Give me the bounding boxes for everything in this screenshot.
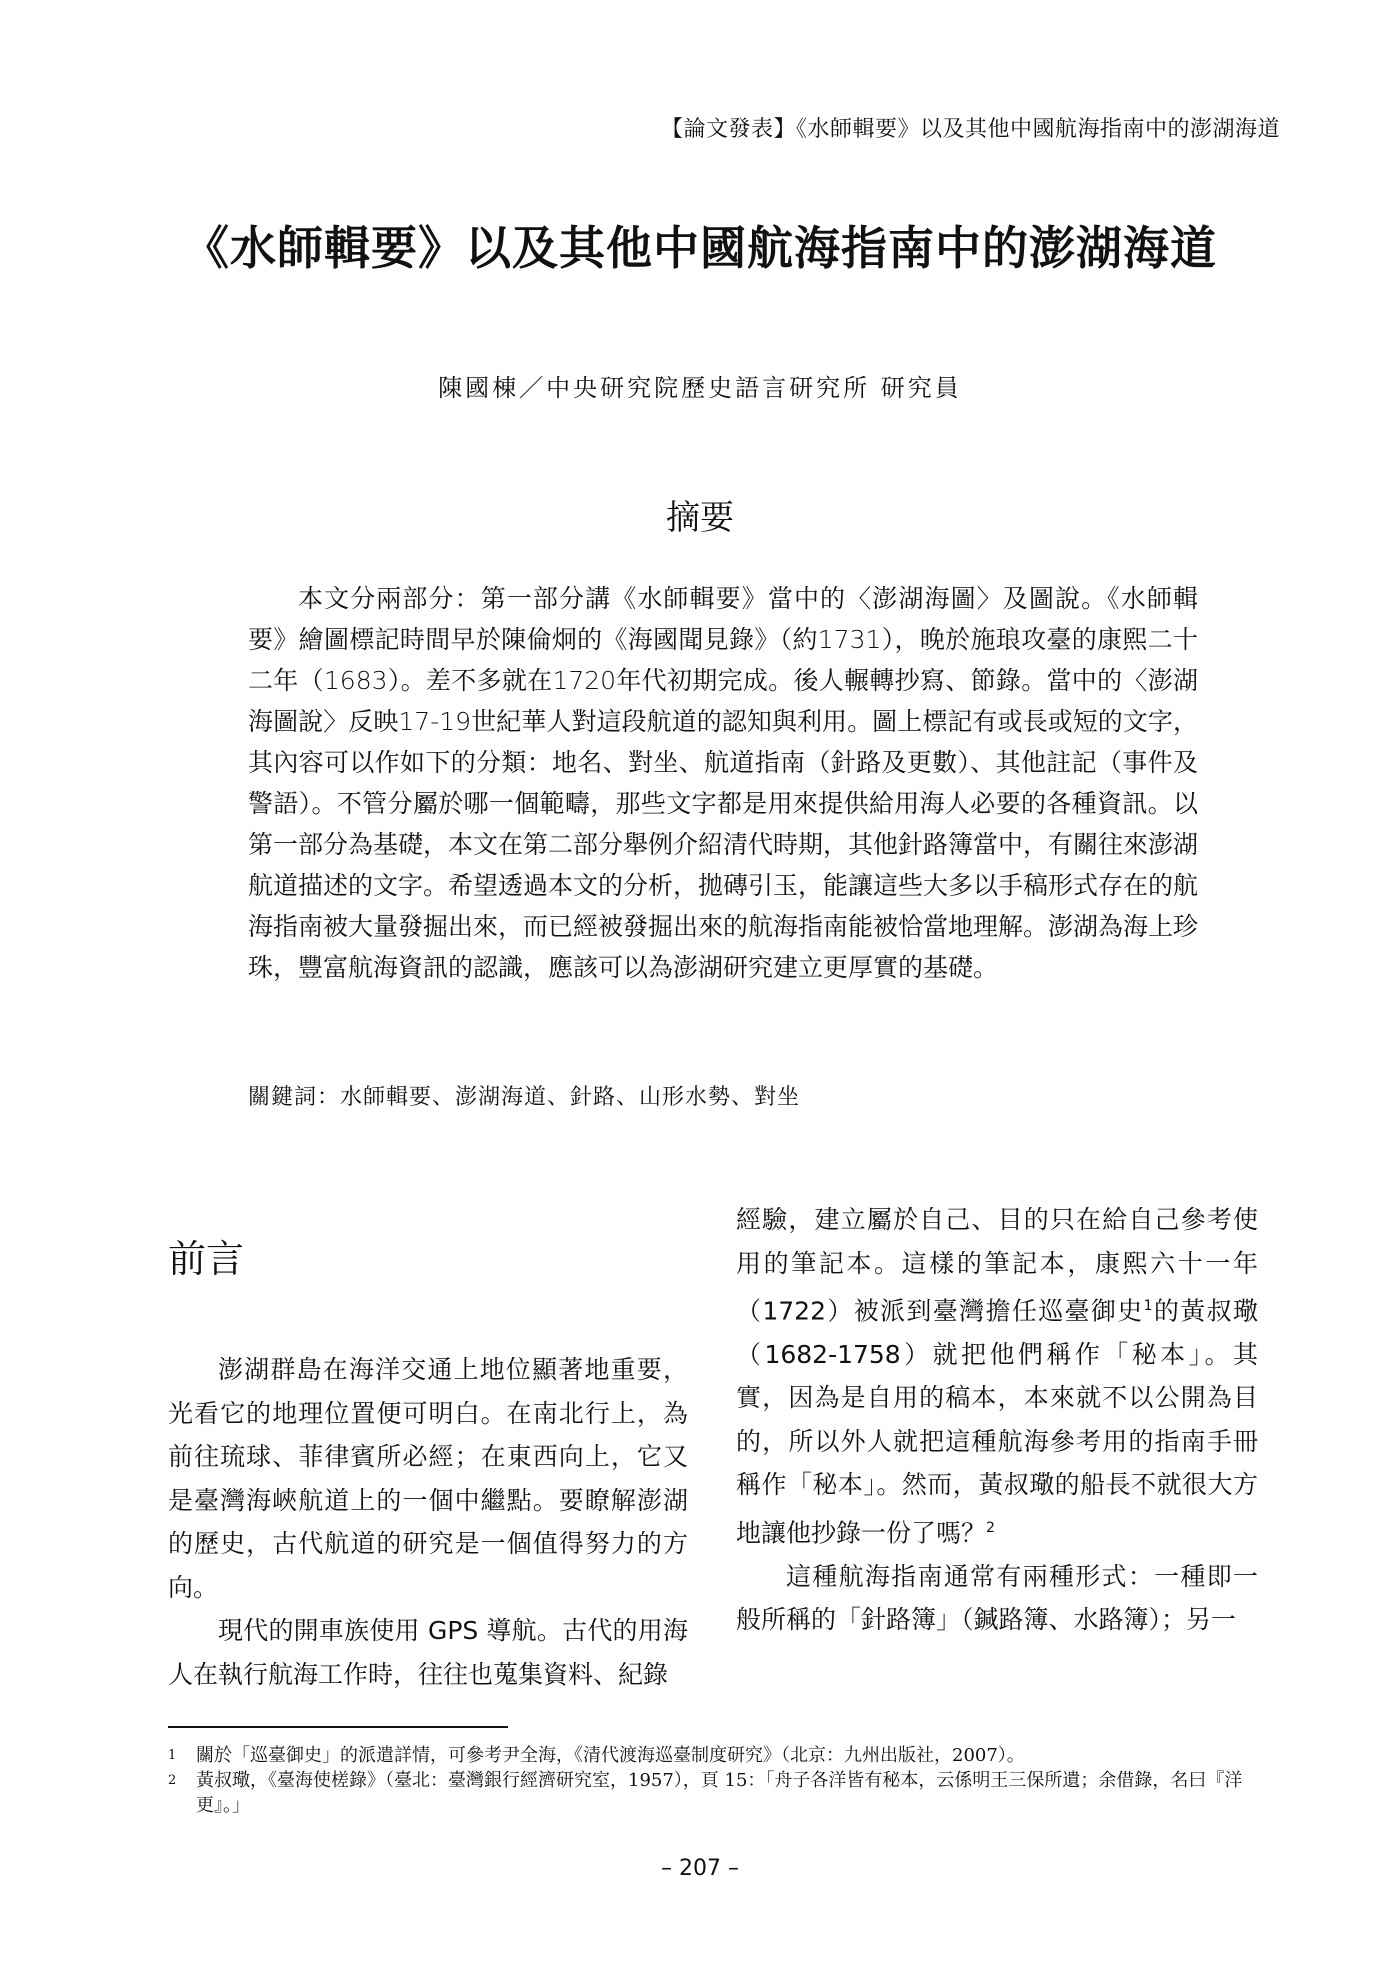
page-number: – 207 – [661, 1856, 739, 1881]
paragraph: 這種航海指南通常有兩種形式：一種即一般所稱的「針路簿」（鍼路簿、水路簿）；另一 [736, 1561, 1258, 1635]
footnote [168, 1768, 1268, 1818]
footnote-ref-2[interactable]: 2 [986, 1519, 995, 1536]
paragraph: 澎湖群島在海洋交通上地位顯著地重要，光看它的地理位置便可明白。在南北行上，為前往琉球、菲律賓所必經；在東西向上，它又是臺灣海峽航道上的一個中繼點。要瞭解澎湖的歷史，古代航道的研究是一個值得努力的方向。 [168, 1355, 688, 1602]
section-heading: 前言 [168, 1237, 245, 1281]
footnote-ref-1[interactable]: 1 [1143, 1298, 1153, 1314]
paper-title: 《水師輯要》以及其他中國航海指南中的澎湖海道 [183, 221, 1217, 275]
author-affiliation: 陳國棟／中央研究院歷史語言研究所 研究員 [438, 374, 962, 402]
abstract-text: 本文分兩部分：第一部分講《水師輯要》當中的〈澎湖海圖〉及圖說。《水師輯要》繪圖標記時間早於陳倫炯的《海國聞見錄》（約1731），晚於施琅攻臺的康熙二十二年（1683）。差不多就在1720年代初期完成。後人輾轉抄寫、節錄。當中的〈澎湖海圖說〉反映17-19世紀華人對這段航道的認知與利用。圖上標記有或長或短的文字，其內容可以作如下的分類：地名、對坐、航道指南（針路及更數）、其他註記（事件及警語）。不管分屬於哪一個範疇，那些文字都是用來提供給用海人必要的各種資訊。以第一部分為基礎，本文在第二部分舉例介紹清代時期，其他針路簿當中，有關往來澎湖航道描述的文字。希望透過本文的分析，拋磚引玉，能讓這些大多以手稿形式存在的航海指南被大量發掘出來，而已經被發掘出來的航海指南能被恰當地理解。澎湖為海上珍珠，豐富航海資訊的認識，應該可以為澎湖研究建立更厚實的基礎。 [248, 584, 1199, 982]
footnote-number: 1 [168, 1748, 177, 1763]
footnote-text: 關於「巡臺御史」的派遣詳情，可參考尹全海，《清代渡海巡臺制度研究》（北京：九州出版社，2007）。 [196, 1745, 1025, 1766]
keywords: 關鍵詞：水師輯要、澎湖海道、針路、山形水勢、對坐 [248, 1085, 801, 1110]
running-head: 【論文發表】《水師輯要》以及其他中國航海指南中的澎湖海道 [660, 117, 1280, 142]
footnote-number: 2 [168, 1773, 177, 1788]
right-column [736, 1198, 1258, 1642]
footnotes [168, 1743, 1268, 1818]
paragraph [736, 1198, 1258, 1555]
footnote-divider [168, 1726, 508, 1728]
text-run: 經驗，建立屬於自己、目的只在給自己參考使用的筆記本。這樣的筆記本，康熙六十一年（1722）被派到臺灣擔任巡臺御史 [736, 1205, 1258, 1326]
footnote [168, 1743, 1268, 1768]
left-column [168, 1348, 688, 1696]
text-run: 的黃叔璥（1682-1758）就把他們稱作「秘本」。其實，因為是自用的稿本，本來就不以公開為目的，所以外人就把這種航海參考用的指南手冊稱作「秘本」。然而，黃叔璥的船長不就很大方地讓他抄錄一份了嗎？ [736, 1296, 1258, 1548]
abstract-heading: 摘要 [666, 498, 734, 538]
footnote-text: 黃叔璥，《臺海使槎錄》（臺北：臺灣銀行經濟研究室，1957），頁 15：「舟子各洋皆有秘本，云係明王三保所遺；余借錄，名曰『洋更』。」 [196, 1770, 1243, 1816]
paragraph: 現代的開車族使用 GPS 導航。古代的用海人在執行航海工作時，往往也蒐集資料、紀錄 [168, 1616, 688, 1689]
